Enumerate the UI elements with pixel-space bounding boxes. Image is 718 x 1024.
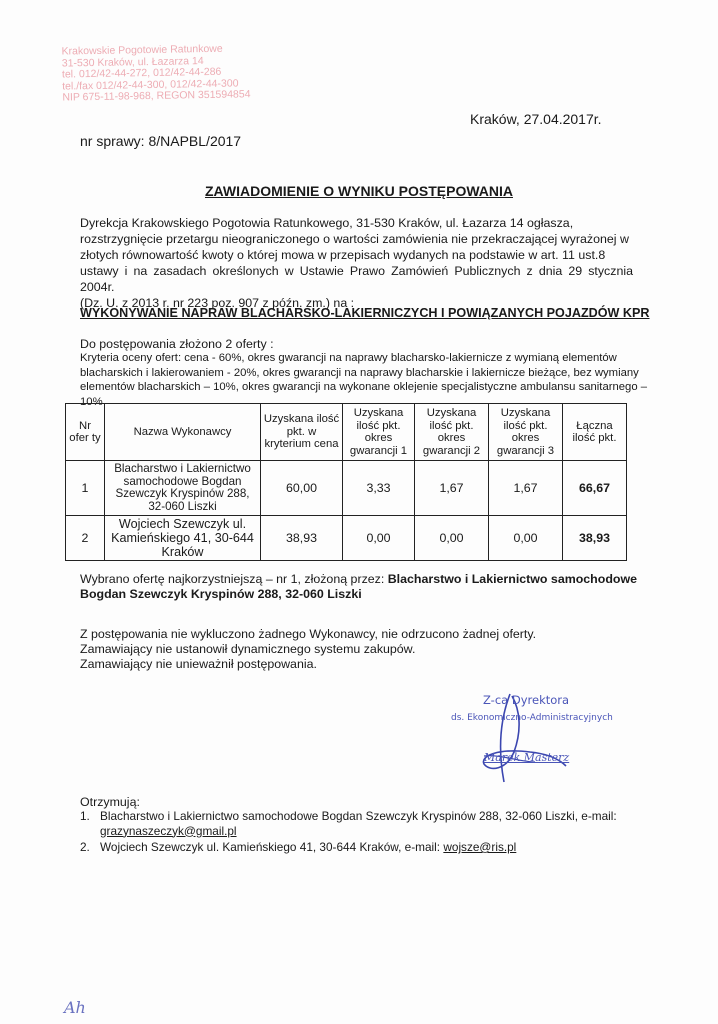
intro-line: Dyrekcja Krakowskiego Pogotowia Ratunkowego, 31-530 Kraków, ul. Łazarza 14 ogłasza,: [80, 216, 574, 230]
warranty-1-points: 0,00: [343, 516, 415, 561]
price-points: 60,00: [261, 461, 343, 516]
header-warranty-2-points: Uzyskana ilość pkt. okres gwarancji 2: [415, 404, 489, 461]
criteria-line: 10%: [80, 395, 103, 408]
recipient-number: 1.: [80, 809, 90, 823]
criteria-line: Kryteria oceny ofert: cena - 60%, okres gwarancji na naprawy blacharsko-lakiernicze z wymianą elementów: [80, 352, 617, 364]
criteria-line: elementów blacharskich – 10%, okres gwarancji na wykonane oklejenie specjalistyczne ambulansu sanitarnego –: [80, 381, 648, 393]
recipient-email-link[interactable]: grazynaszeczyk@gmail.pl: [100, 823, 237, 838]
header-warranty-3-points: Uzyskana ilość pkt. okres gwarancji 3: [489, 404, 563, 461]
criteria-line: blacharskich i lakierowaniem - 20%, okres gwarancji na naprawy blacharskie i lakiernicze bieżące, bez wymiany: [80, 366, 639, 379]
recipient-details: [100, 840, 516, 855]
header-contractor-name: Nazwa Wykonawcy: [105, 404, 261, 461]
header-total-points: Łączna ilość pkt.: [563, 404, 627, 461]
price-points: 38,93: [261, 516, 343, 561]
note-line: Zamawiający nie ustanowił dynamicznego systemu zakupów.: [80, 641, 416, 656]
intro-line: (Dz. U. z 2013 r. nr 223 poz. 907 z późn. zm.) na :: [80, 296, 355, 310]
recipients-label: Otrzymują:: [80, 795, 140, 809]
offer-number: 2: [66, 516, 105, 561]
warranty-3-points: 1,67: [489, 461, 563, 516]
results-table: [65, 403, 627, 561]
warranty-2-points: 1,67: [415, 461, 489, 516]
warranty-2-points: 0,00: [415, 516, 489, 561]
contractor-name: Blacharstwo i Lakiernictwo samochodowe Bogdan Szewczyk Kryspinów 288, 32-060 Liszki: [105, 461, 261, 516]
recipients-list: [80, 809, 640, 855]
stamp-line: Krakowskie Pogotowie Ratunkowe: [61, 42, 223, 58]
document-title: ZAWIADOMIENIE O WYNIKU POSTĘPOWANIA: [204, 183, 513, 199]
signatory-title: Z-ca Dyrektora: [483, 693, 570, 707]
list-item: [80, 840, 640, 855]
selected-offer-prefix: Wybrano ofertę najkorzystniejszą – nr 1, złożoną przez:: [80, 572, 388, 586]
table-header-row: [66, 404, 627, 461]
intro-line: rozstrzygnięcie przetargu nieograniczonego o wartości zamówienia nie przekraczającej wyrażonej w: [80, 232, 629, 246]
list-item: [80, 809, 640, 838]
warranty-1-points: 3,33: [343, 461, 415, 516]
table-row: [66, 461, 627, 516]
recipient-text: Blacharstwo i Lakiernictwo samochodowe Bogdan Szewczyk Kryspinów 288, 32-060 Liszki, e-mail:: [100, 809, 617, 823]
selected-contractor: Blacharstwo i Lakiernictwo samochodowe Bogdan Szewczyk Kryspinów 288, 32-060 Liszki: [80, 572, 637, 601]
offers-count: Do postępowania złożono 2 oferty :: [80, 337, 274, 351]
signatory-name: Marek Masterz: [484, 751, 570, 764]
header-price-points: Uzyskana ilość pkt. w kryterium cena: [261, 404, 343, 461]
document-date: Kraków, 27.04.2017r.: [470, 111, 602, 127]
handwritten-initials: Ah: [64, 998, 86, 1017]
table-row: [66, 516, 627, 561]
stamp-line: tel. 012/42-44-272, 012/42-44-286: [61, 65, 222, 81]
stamp-line: NIP 675-11-98-968, REGON 351594854: [62, 88, 251, 104]
recipient-details: [100, 809, 617, 838]
tender-subject: WYKONYWANIE NAPRAW BLACHARSKO-LAKIERNICZYCH I POWIĄZANYCH POJAZDÓW KPR: [80, 306, 650, 320]
evaluation-criteria: [80, 351, 648, 409]
intro-line: złotych równowartość kwoty o której mowa w przepisach wydanych na podstawie w art. 11 ust.8: [80, 248, 606, 262]
note-line: Zamawiający nie unieważnił postępowania.: [80, 656, 317, 671]
signatory-department: ds. Ekonomiczno-Administracyjnych: [451, 713, 613, 723]
selected-offer-statement: [80, 572, 660, 601]
recipient-text: Wojciech Szewczyk ul. Kamieńskiego 41, 30-644 Kraków, e-mail:: [100, 840, 444, 854]
recipient-email-link[interactable]: wojsze@ris.pl: [443, 840, 517, 854]
offer-number: 1: [66, 461, 105, 516]
stamp-line: 31-530 Kraków, ul. Łazarza 14: [61, 54, 204, 70]
warranty-3-points: 0,00: [489, 516, 563, 561]
intro-line: ustawy i na zasadach określonych w Ustawie Prawo Zamówień Publicznych z dnia 29 stycznia 2004r.: [80, 264, 633, 294]
case-number: nr sprawy: 8/NAPBL/2017: [80, 133, 242, 149]
total-points: 38,93: [563, 516, 627, 561]
stamp-line: tel./fax 012/42-44-300, 012/42-44-300: [62, 76, 239, 93]
header-warranty-1-points: Uzyskana ilość pkt. okres gwarancji 1: [343, 404, 415, 461]
procedure-notes: [80, 627, 536, 671]
contractor-name: Wojciech Szewczyk ul. Kamieńskiego 41, 30-644 Kraków: [105, 516, 261, 561]
recipient-number: 2.: [80, 840, 90, 854]
note-line: Z postępowania nie wykluczono żadnego Wykonawcy, nie odrzucono żadnej oferty.: [80, 627, 537, 641]
intro-paragraph: [80, 215, 633, 311]
total-points: 66,67: [563, 461, 627, 516]
institution-stamp: [61, 42, 251, 104]
header-offer-number: Nr ofer ty: [66, 404, 105, 461]
